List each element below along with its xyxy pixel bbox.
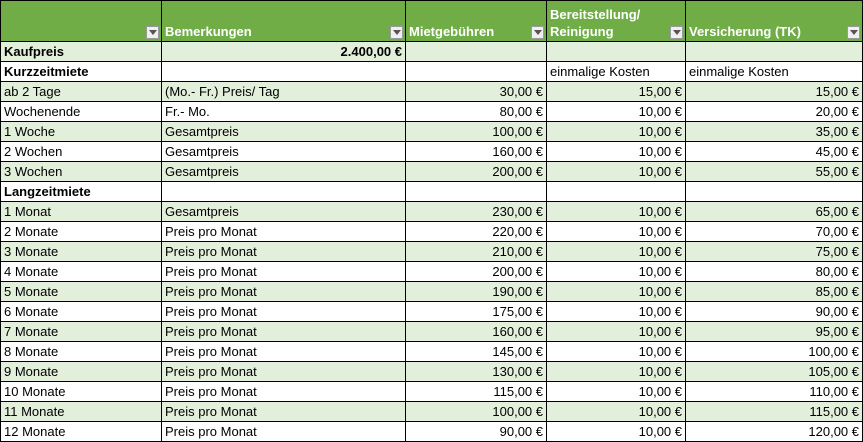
table-cell[interactable]: 220,00 €	[406, 222, 547, 242]
table-cell[interactable]	[406, 42, 547, 62]
header-cell-versicherung[interactable]	[686, 1, 863, 42]
table-cell[interactable]: (Mo.- Fr.) Preis/ Tag	[162, 82, 406, 102]
table-cell[interactable]: 80,00 €	[686, 262, 863, 282]
filter-dropdown-button[interactable]	[670, 26, 683, 39]
table-cell[interactable]	[686, 42, 863, 62]
table-row	[1, 122, 863, 142]
table-cell[interactable]: 10,00 €	[547, 382, 686, 402]
header-label: Bereitstellung/ Reinigung	[550, 7, 641, 39]
table-cell[interactable]: 105,00 €	[686, 362, 863, 382]
table-cell[interactable]: 1 Woche	[1, 122, 162, 142]
table-cell[interactable]: 10,00 €	[547, 422, 686, 442]
table-cell[interactable]: 10 Monate	[1, 382, 162, 402]
table-cell[interactable]: 200,00 €	[406, 262, 547, 282]
table-cell[interactable]: 10,00 €	[547, 122, 686, 142]
table-cell[interactable]: 10,00 €	[547, 322, 686, 342]
table-cell[interactable]: 115,00 €	[406, 382, 547, 402]
table-row	[1, 362, 863, 382]
chevron-down-icon	[850, 30, 858, 35]
table-cell[interactable]: 115,00 €	[686, 402, 863, 422]
table-row	[1, 262, 863, 282]
chevron-down-icon	[534, 30, 542, 35]
table-header	[1, 1, 863, 42]
table-cell[interactable]: 175,00 €	[406, 302, 547, 322]
table-row	[1, 222, 863, 242]
header-cell-bemerkungen[interactable]	[162, 1, 406, 42]
table-cell[interactable]: 45,00 €	[686, 142, 863, 162]
table-row	[1, 142, 863, 162]
table-cell[interactable]	[547, 182, 686, 202]
table-cell[interactable]: 10,00 €	[547, 222, 686, 242]
table-cell[interactable]: ab 2 Tage	[1, 82, 162, 102]
table-cell[interactable]: einmalige Kosten	[686, 62, 863, 82]
table-cell[interactable]: 160,00 €	[406, 322, 547, 342]
table-cell[interactable]: 80,00 €	[406, 102, 547, 122]
table-cell[interactable]: 12 Monate	[1, 422, 162, 442]
table-cell[interactable]: Preis pro Monat	[162, 382, 406, 402]
table-cell[interactable]: 2 Monate	[1, 222, 162, 242]
table-cell[interactable]: 145,00 €	[406, 342, 547, 362]
header-cell-mietgebuehren[interactable]	[406, 1, 547, 42]
table-cell[interactable]: 160,00 €	[406, 142, 547, 162]
table-cell[interactable]: 100,00 €	[406, 122, 547, 142]
table-cell[interactable]: Preis pro Monat	[162, 282, 406, 302]
table-row	[1, 162, 863, 182]
header-label: Mietgebühren	[409, 24, 495, 39]
table-cell[interactable]	[686, 182, 863, 202]
table-cell[interactable]	[162, 62, 406, 82]
table-cell[interactable]: 10,00 €	[547, 102, 686, 122]
chevron-down-icon	[673, 30, 681, 35]
table-row	[1, 182, 863, 202]
table-cell[interactable]: Gesamtpreis	[162, 142, 406, 162]
table-cell[interactable]: 3 Monate	[1, 242, 162, 262]
table-cell[interactable]: 7 Monate	[1, 322, 162, 342]
table-cell[interactable]: 10,00 €	[547, 402, 686, 422]
table-cell[interactable]: 10,00 €	[547, 202, 686, 222]
table-row	[1, 102, 863, 122]
table-cell[interactable]: 65,00 €	[686, 202, 863, 222]
table-row	[1, 302, 863, 322]
filter-dropdown-button[interactable]	[390, 26, 403, 39]
table-cell[interactable]: 10,00 €	[547, 342, 686, 362]
table-cell[interactable]: 130,00 €	[406, 362, 547, 382]
table-cell[interactable]: 11 Monate	[1, 402, 162, 422]
table-cell[interactable]: Fr.- Mo.	[162, 102, 406, 122]
header-cell-item[interactable]	[1, 1, 162, 42]
table-cell[interactable]: Gesamtpreis	[162, 202, 406, 222]
table-cell[interactable]: 10,00 €	[547, 162, 686, 182]
table-cell[interactable]: Preis pro Monat	[162, 242, 406, 262]
table-cell[interactable]: Gesamtpreis	[162, 162, 406, 182]
header-row	[1, 1, 863, 42]
table-row	[1, 242, 863, 262]
table-cell[interactable]: Gesamtpreis	[162, 122, 406, 142]
table-cell[interactable]: Preis pro Monat	[162, 342, 406, 362]
table-row	[1, 282, 863, 302]
table-cell[interactable]	[547, 42, 686, 62]
table-row	[1, 202, 863, 222]
table-cell[interactable]: 10,00 €	[547, 362, 686, 382]
table-cell[interactable]: Preis pro Monat	[162, 222, 406, 242]
table-cell[interactable]: 120,00 €	[686, 422, 863, 442]
table-cell[interactable]: Preis pro Monat	[162, 362, 406, 382]
table-cell[interactable]	[162, 182, 406, 202]
table-cell[interactable]: 15,00 €	[686, 82, 863, 102]
table-cell[interactable]: 15,00 €	[547, 82, 686, 102]
table-cell[interactable]: Preis pro Monat	[162, 322, 406, 342]
table-cell[interactable]: Langzeitmiete	[1, 182, 162, 202]
table-cell[interactable]: 10,00 €	[547, 262, 686, 282]
table-cell[interactable]: 95,00 €	[686, 322, 863, 342]
table-row	[1, 342, 863, 362]
table-cell[interactable]: Kaufpreis	[1, 42, 162, 62]
table-cell[interactable]: 85,00 €	[686, 282, 863, 302]
table-cell[interactable]: 9 Monate	[1, 362, 162, 382]
filter-dropdown-button[interactable]	[146, 26, 159, 39]
table-row	[1, 382, 863, 402]
table-cell[interactable]: 100,00 €	[406, 402, 547, 422]
table-cell[interactable]: 1 Monat	[1, 202, 162, 222]
table-cell[interactable]: 210,00 €	[406, 242, 547, 262]
table-row	[1, 82, 863, 102]
table-cell[interactable]	[406, 182, 547, 202]
table-cell[interactable]: 8 Monate	[1, 342, 162, 362]
table-body	[1, 42, 863, 442]
table-cell[interactable]: 10,00 €	[547, 142, 686, 162]
table-cell[interactable]: 2.400,00 €	[162, 42, 406, 62]
table-cell[interactable]: 70,00 €	[686, 222, 863, 242]
table-cell[interactable]: 10,00 €	[547, 302, 686, 322]
filter-dropdown-button[interactable]	[531, 26, 544, 39]
table-cell[interactable]: 190,00 €	[406, 282, 547, 302]
table-cell[interactable]: 3 Wochen	[1, 162, 162, 182]
table-cell[interactable]: 30,00 €	[406, 82, 547, 102]
table-cell[interactable]: 200,00 €	[406, 162, 547, 182]
header-label: Bemerkungen	[165, 24, 252, 39]
table-row	[1, 42, 863, 62]
header-cell-bereitstellung[interactable]	[547, 1, 686, 42]
table-cell[interactable]: Wochenende	[1, 102, 162, 122]
table-cell[interactable]: 90,00 €	[406, 422, 547, 442]
table-cell[interactable]: 90,00 €	[686, 302, 863, 322]
table-cell[interactable]: 110,00 €	[686, 382, 863, 402]
table-cell[interactable]: Preis pro Monat	[162, 262, 406, 282]
chevron-down-icon	[149, 30, 157, 35]
table-cell[interactable]: 10,00 €	[547, 242, 686, 262]
table-row	[1, 422, 863, 442]
table-cell[interactable]: 75,00 €	[686, 242, 863, 262]
table-cell[interactable]: Preis pro Monat	[162, 302, 406, 322]
table-row	[1, 322, 863, 342]
table-cell[interactable]: 5 Monate	[1, 282, 162, 302]
table-cell[interactable]: Preis pro Monat	[162, 402, 406, 422]
table-cell[interactable]: 55,00 €	[686, 162, 863, 182]
table-cell[interactable]: 20,00 €	[686, 102, 863, 122]
table-cell[interactable]: Kurzzeitmiete	[1, 62, 162, 82]
table-row	[1, 62, 863, 82]
table-cell[interactable]: Preis pro Monat	[162, 422, 406, 442]
table-cell[interactable]: 6 Monate	[1, 302, 162, 322]
table-cell[interactable]: 10,00 €	[547, 282, 686, 302]
table-cell[interactable]: 2 Wochen	[1, 142, 162, 162]
table-cell[interactable]: 230,00 €	[406, 202, 547, 222]
table-cell[interactable]: 35,00 €	[686, 122, 863, 142]
table-cell[interactable]: 100,00 €	[686, 342, 863, 362]
table-cell[interactable]: einmalige Kosten	[547, 62, 686, 82]
chevron-down-icon	[393, 30, 401, 35]
filter-dropdown-button[interactable]	[847, 26, 860, 39]
table-cell[interactable]: 4 Monate	[1, 262, 162, 282]
header-label: Versicherung (TK)	[689, 24, 801, 39]
table-cell[interactable]	[406, 62, 547, 82]
table-row	[1, 402, 863, 422]
